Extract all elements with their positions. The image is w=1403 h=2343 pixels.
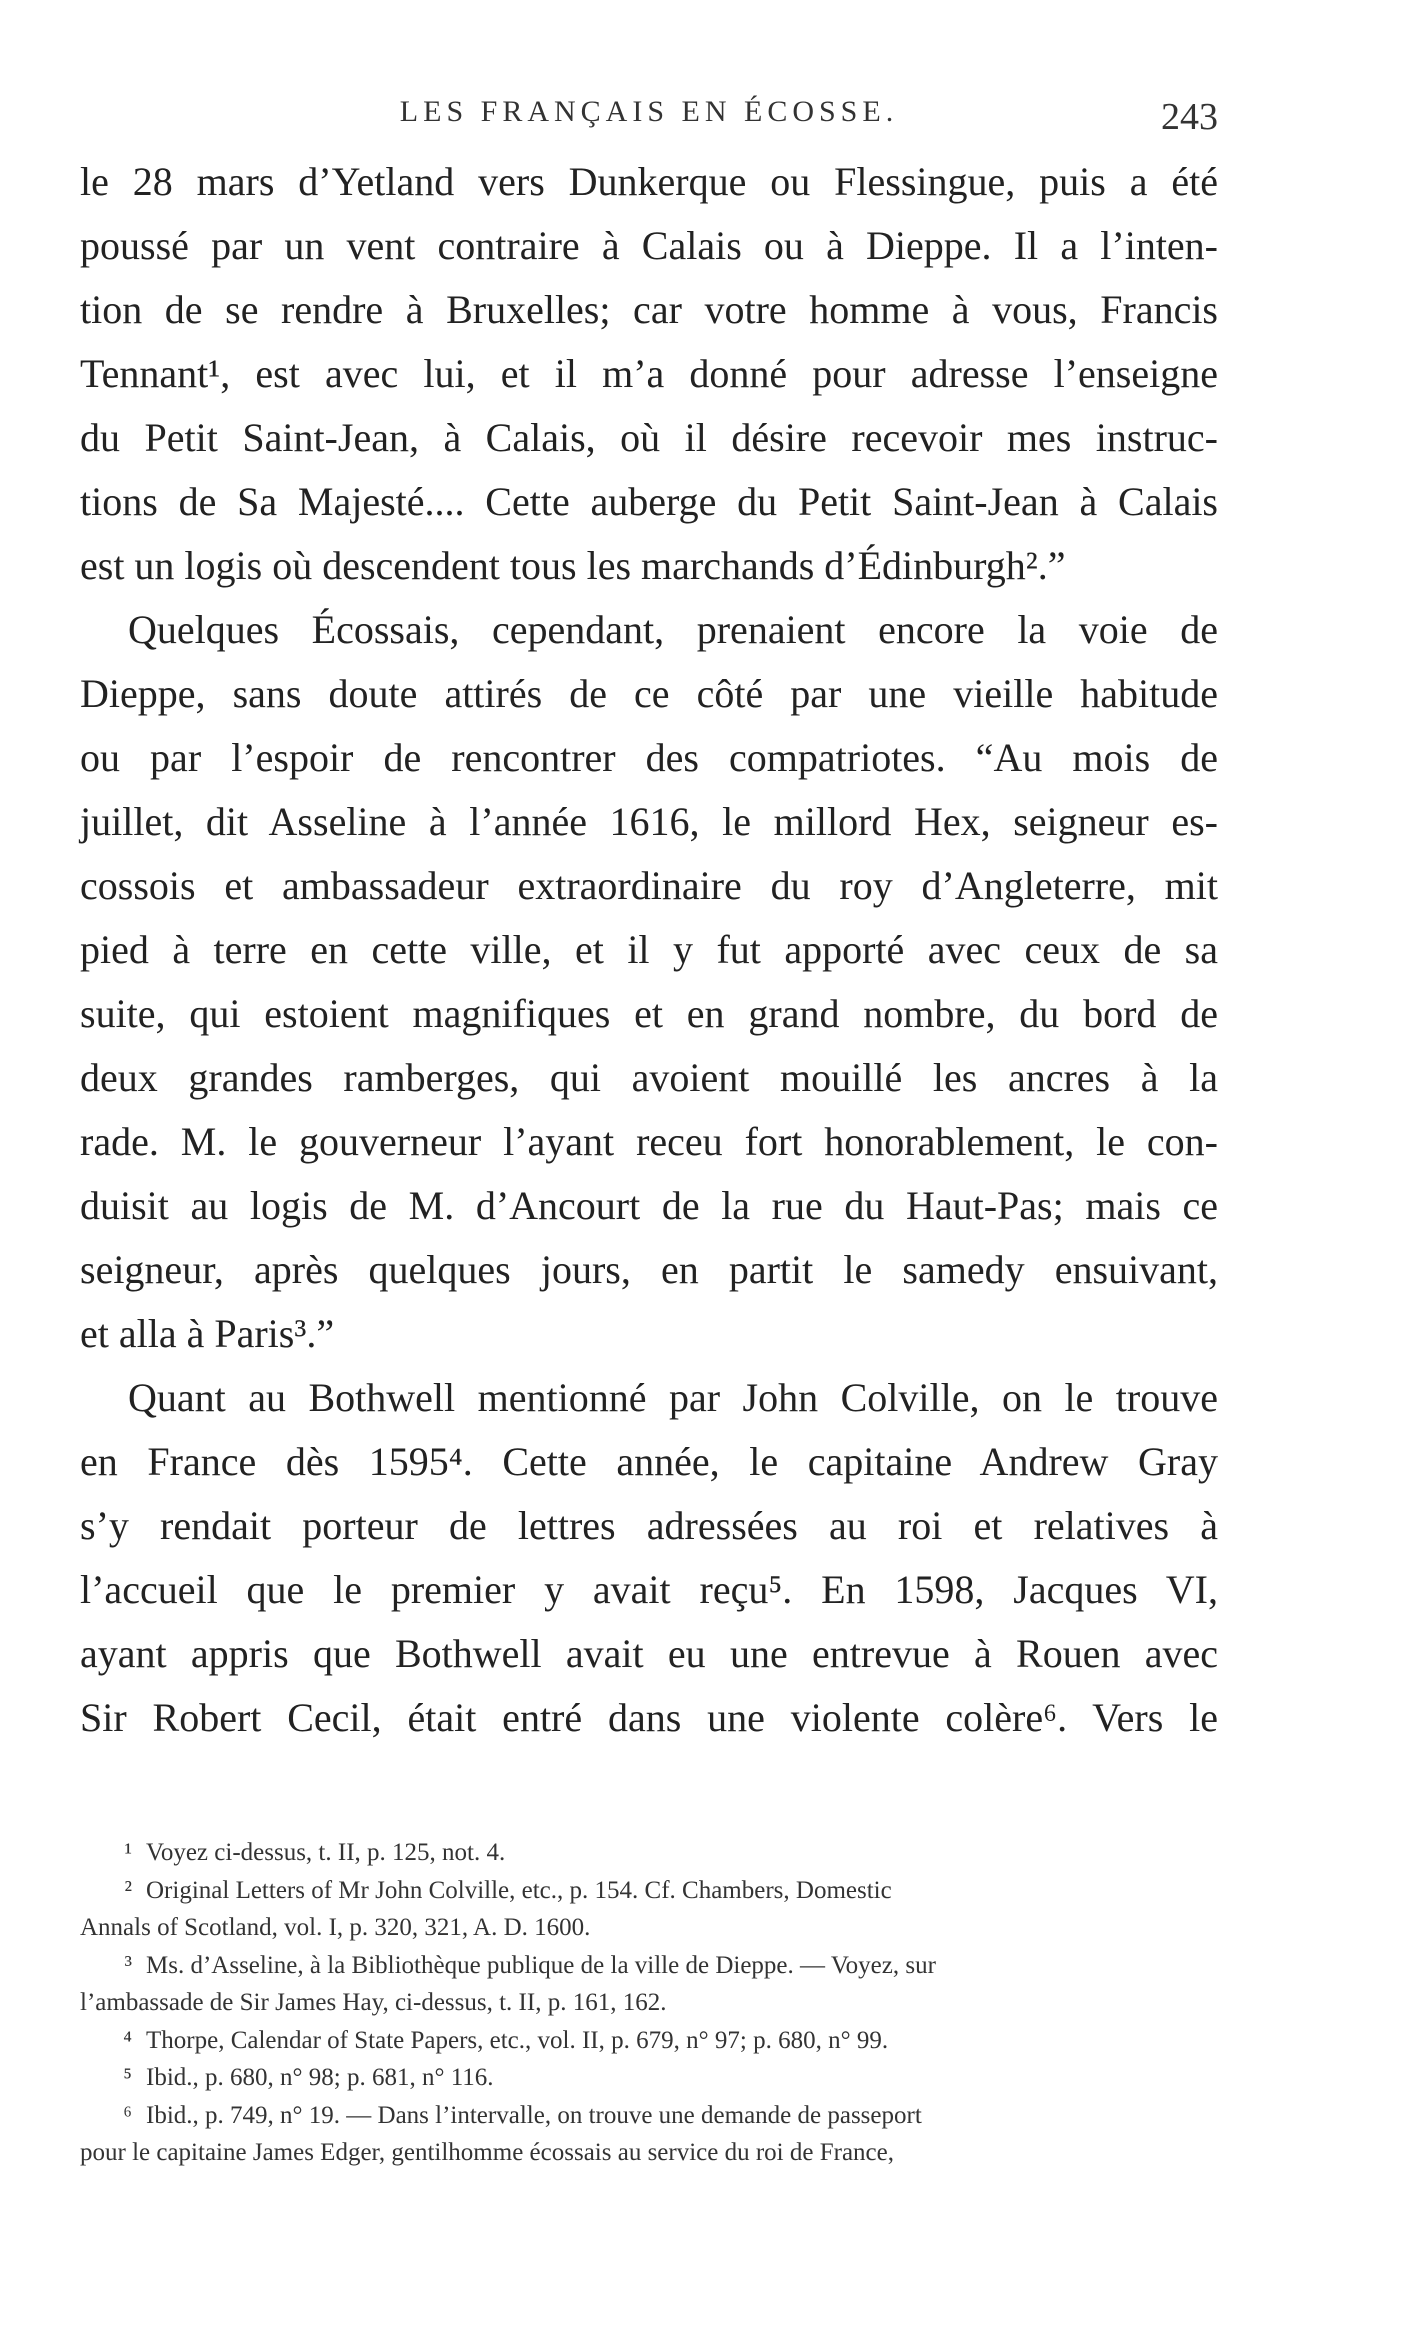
text-line: rade. M. le gouverneur l’ayant receu fort honorablement, le con- — [80, 1119, 1218, 1164]
footnote — [80, 2059, 1218, 2097]
text-line: juillet, dit Asseline à l’année 1616, le millord Hex, seigneur es- — [80, 799, 1218, 844]
running-head-title: LES FRANÇAIS EN ÉCOSSE. — [399, 95, 899, 128]
footnote-text: l’ambassade de Sir James Hay, ci-dessus, t. II, p. 161, 162. — [80, 1989, 667, 2016]
text-line: et alla à Paris³.” — [80, 1311, 335, 1356]
text-line: l’accueil que le premier y avait reçu⁵. En 1598, Jacques VI, — [80, 1567, 1218, 1612]
footnote — [80, 2097, 1218, 2135]
text-line: poussé par un vent contraire à Calais ou à Dieppe. Il a l’inten- — [80, 223, 1218, 268]
text-line: pied à terre en cette ville, et il y fut apporté avec ceux de sa — [80, 927, 1218, 972]
footnote-continuation — [80, 1909, 1218, 1947]
footnote-continuation — [80, 2134, 1218, 2172]
footnote-text: Annals of Scotland, vol. I, p. 320, 321, A. D. 1600. — [80, 1914, 591, 1941]
footnote-number: ³ — [124, 1951, 132, 1979]
footnote-text: Original Letters of Mr John Colville, etc., p. 154. Cf. Chambers, Domestic — [146, 1876, 892, 1904]
text-line: Sir Robert Cecil, était entré dans une violente colère⁶. Vers le — [80, 1695, 1218, 1740]
footnote-number: ² — [124, 1876, 132, 1904]
footnote — [80, 1834, 1218, 1872]
footnote-number: ¹ — [124, 1839, 132, 1866]
text-line: tions de Sa Majesté.... Cette auberge du Petit Saint-Jean à Calais — [80, 479, 1218, 524]
footnote — [80, 1947, 1218, 1985]
body-text — [80, 150, 1218, 1750]
footnote-text: Voyez ci-dessus, t. II, p. 125, not. 4. — [146, 1839, 506, 1866]
text-line: seigneur, après quelques jours, en partit le samedy ensuivant, — [80, 1247, 1218, 1292]
page-number: 243 — [1161, 96, 1218, 138]
footnote-text: Thorpe, Calendar of State Papers, etc., vol. II, p. 679, n° 97; p. 680, n° 99. — [146, 2026, 889, 2054]
text-line: est un logis où descendent tous les marchands d’Édinburgh².” — [80, 543, 1066, 588]
text-line: ayant appris que Bothwell avait eu une entrevue à Rouen avec — [80, 1631, 1218, 1676]
footnotes — [80, 1834, 1218, 2172]
text-line: Tennant¹, est avec lui, et il m’a donné pour adresse l’enseigne — [80, 351, 1218, 396]
text-line: Dieppe, sans doute attirés de ce côté par une vieille habitude — [80, 671, 1218, 716]
text-line-indent: Quant au Bothwell mentionné par John Colville, on le trouve — [128, 1375, 1218, 1420]
text-line: deux grandes ramberges, qui avoient mouillé les ancres à la — [80, 1055, 1218, 1100]
text-line: le 28 mars d’Yetland vers Dunkerque ou Flessingue, puis a été — [80, 159, 1218, 204]
text-line: en France dès 1595⁴. Cette année, le capitaine Andrew Gray — [80, 1439, 1218, 1484]
footnote-text: pour le capitaine James Edger, gentilhomme écossais au service du roi de France, — [80, 2139, 894, 2166]
footnote-text: Ms. d’Asseline, à la Bibliothèque publique de la ville de Dieppe. — Voyez, sur — [146, 1951, 936, 1979]
footnote-continuation — [80, 1984, 1218, 2022]
footnote-number: ⁴ — [123, 2026, 132, 2054]
footnote-text: Ibid., p. 680, n° 98; p. 681, n° 116. — [146, 2064, 494, 2091]
text-line: cossois et ambassadeur extraordinaire du roy d’Angleterre, mit — [80, 863, 1218, 908]
text-line: du Petit Saint-Jean, à Calais, où il désire recevoir mes instruc- — [80, 415, 1218, 460]
text-line: suite, qui estoient magnifiques et en grand nombre, du bord de — [80, 991, 1218, 1036]
text-line: ou par l’espoir de rencontrer des compatriotes. “Au mois de — [80, 735, 1218, 780]
text-line: duisit au logis de M. d’Ancourt de la rue du Haut-Pas; mais ce — [80, 1183, 1218, 1228]
text-line: tion de se rendre à Bruxelles; car votre homme à vous, Francis — [80, 287, 1218, 332]
footnote-number: ⁵ — [123, 2064, 132, 2091]
footnote — [80, 1872, 1218, 1910]
footnote-number: ⁶ — [123, 2101, 132, 2129]
text-line: s’y rendait porteur de lettres adressées au roi et relatives à — [80, 1503, 1218, 1548]
text-line-indent: Quelques Écossais, cependant, prenaient encore la voie de — [128, 607, 1218, 652]
running-head — [80, 95, 1218, 150]
footnote-text: Ibid., p. 749, n° 19. — Dans l’intervalle, on trouve une demande de passeport — [146, 2101, 922, 2129]
footnote — [80, 2022, 1218, 2060]
